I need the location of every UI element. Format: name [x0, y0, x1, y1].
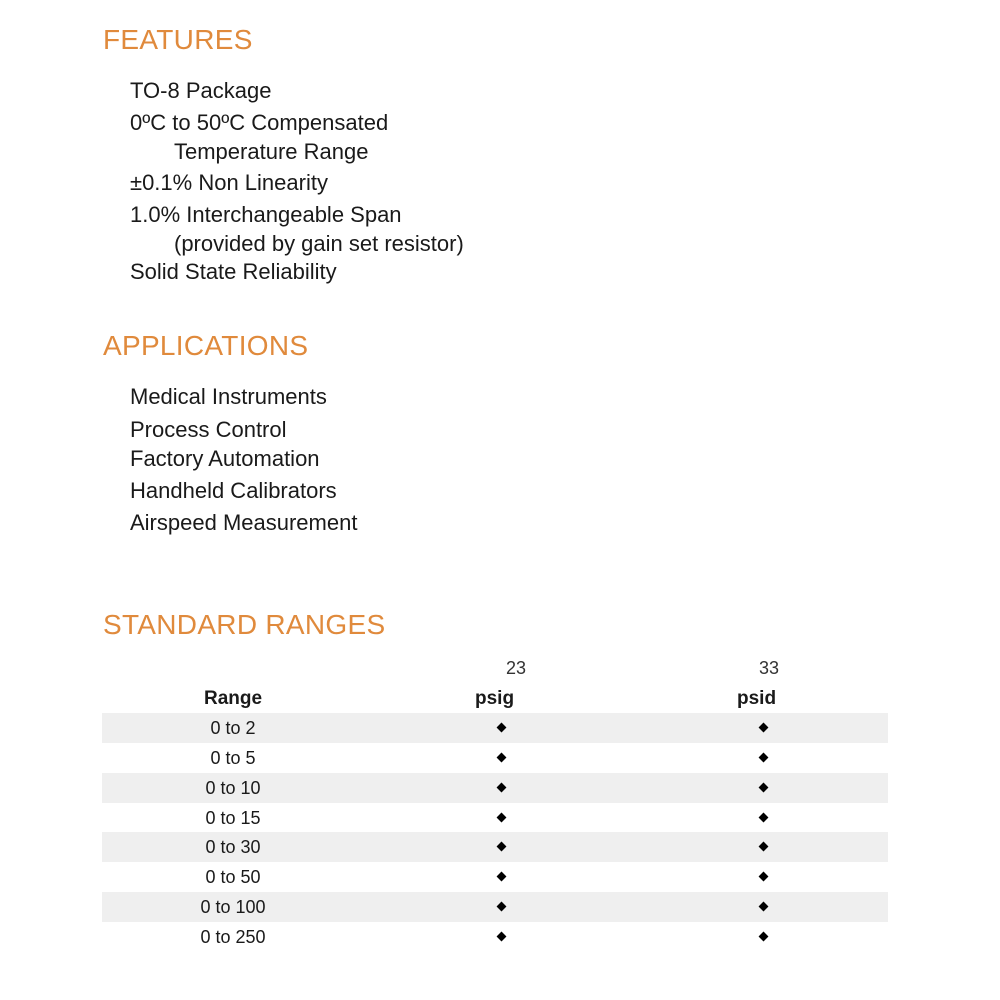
- table-row: [102, 713, 888, 743]
- psid-bullet-icon: [759, 753, 769, 763]
- table-row: [102, 862, 888, 892]
- feature-item: 0ºC to 50ºC Compensated: [130, 110, 389, 135]
- psid-bullet-icon: [759, 872, 769, 882]
- psig-bullet-icon: [497, 902, 507, 912]
- standard-ranges-heading: STANDARD RANGES: [103, 609, 386, 640]
- table-row: [102, 803, 888, 833]
- psid-bullet-icon: [759, 813, 769, 823]
- psig-bullet-icon: [497, 842, 507, 852]
- range-cell: 0 to 5: [210, 748, 256, 768]
- psig-bullet-icon: [497, 723, 507, 733]
- range-cell: 0 to 15: [205, 808, 261, 828]
- feature-item-continuation: Temperature Range: [174, 139, 369, 164]
- psig-column-header: psig: [475, 688, 515, 709]
- psig-bullet-icon: [497, 932, 507, 942]
- application-item: Factory Automation: [130, 446, 320, 471]
- psid-bullet-icon: [759, 783, 769, 793]
- application-item: Airspeed Measurement: [130, 510, 358, 535]
- features-heading: FEATURES: [103, 24, 253, 55]
- feature-item-continuation: (provided by gain set resistor): [174, 231, 464, 256]
- psig-bullet-icon: [497, 753, 507, 763]
- applications-heading: APPLICATIONS: [103, 330, 309, 361]
- psig-bullet-icon: [497, 872, 507, 882]
- feature-item: Solid State Reliability: [130, 259, 337, 284]
- range-cell: 0 to 50: [205, 867, 261, 887]
- application-item: Handheld Calibrators: [130, 478, 337, 503]
- table-row: [102, 922, 888, 952]
- range-cell: 0 to 100: [200, 897, 266, 917]
- table-row: [102, 743, 888, 773]
- feature-item: TO-8 Package: [130, 78, 272, 103]
- feature-item: 1.0% Interchangeable Span: [130, 202, 402, 227]
- psid-bullet-icon: [759, 902, 769, 912]
- psid-column-header: psid: [737, 688, 777, 709]
- psid-bullet-icon: [759, 723, 769, 733]
- psig-bullet-icon: [497, 783, 507, 793]
- range-cell: 0 to 2: [210, 718, 256, 738]
- application-item: Process Control: [130, 417, 287, 442]
- range-cell: 0 to 10: [205, 778, 261, 798]
- table-row: [102, 773, 888, 803]
- table-row: [102, 832, 888, 862]
- psid-column-number: 33: [759, 658, 780, 678]
- range-cell: 0 to 30: [205, 837, 261, 857]
- psid-bullet-icon: [759, 842, 769, 852]
- psig-bullet-icon: [497, 813, 507, 823]
- feature-item: ±0.1% Non Linearity: [130, 170, 328, 195]
- range-column-header: Range: [204, 688, 263, 709]
- application-item: Medical Instruments: [130, 384, 327, 409]
- psig-column-number: 23: [506, 658, 527, 678]
- psid-bullet-icon: [759, 932, 769, 942]
- table-row: [102, 892, 888, 922]
- range-cell: 0 to 250: [200, 927, 266, 947]
